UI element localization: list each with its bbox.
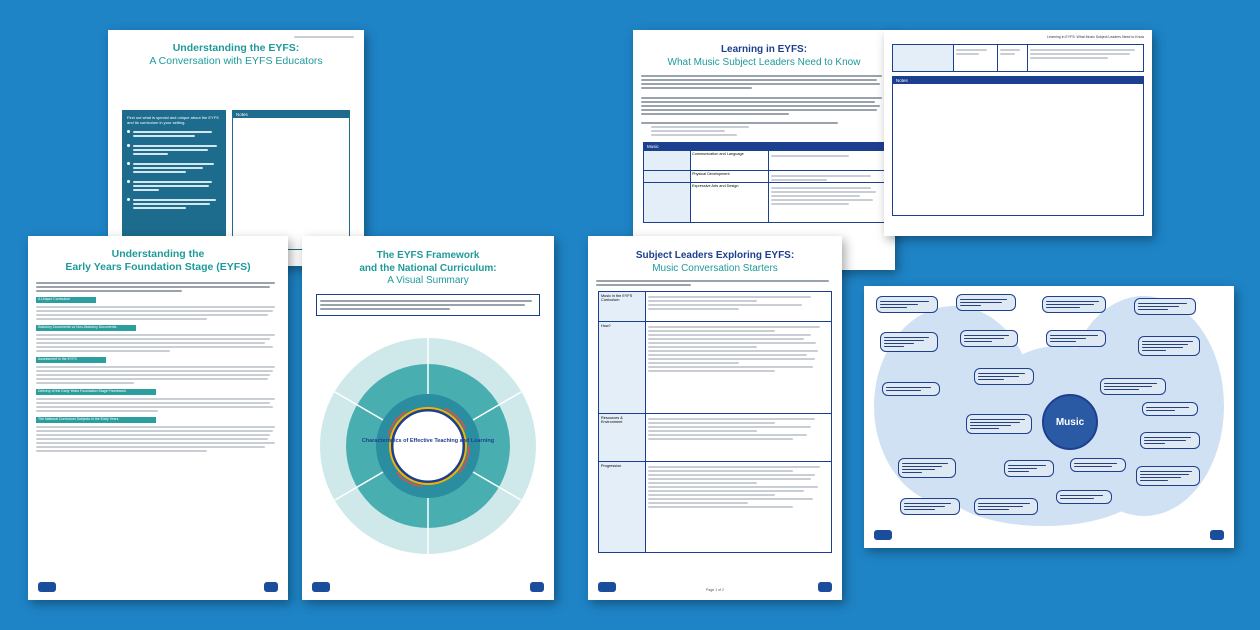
starters-document	[588, 236, 842, 600]
conversation-title	[108, 42, 364, 68]
starters-title-line1: Subject Leaders Exploring EYFS:	[635, 250, 795, 261]
mindmap-bubble	[1134, 298, 1196, 315]
mindmap-bubble	[1070, 458, 1126, 472]
mindmap-bubble	[1046, 330, 1106, 347]
conversation-document	[108, 30, 364, 266]
brand-logo-icon	[598, 582, 616, 592]
understanding-title	[28, 248, 288, 274]
mindmap-bubble	[1138, 336, 1200, 356]
mindmap-bubble	[900, 498, 960, 515]
learning-table-header: Music	[644, 143, 884, 150]
brand-logo-icon	[264, 582, 278, 592]
learning-title-line1: Learning in EYFS:	[720, 44, 808, 55]
conversation-title-line1: Understanding the EYFS:	[172, 42, 300, 54]
starters-table-row: Resources & Environment	[599, 414, 831, 462]
learning-title-line2: What Music Subject Leaders Need to Know	[667, 56, 861, 68]
starters-table-row: Music in the EYFS Curriculum	[599, 292, 831, 322]
learning-side-notes-label: Notes	[893, 77, 1143, 84]
understanding-body	[28, 282, 288, 452]
mindmap-centre: Music	[1042, 394, 1098, 450]
page-header	[294, 36, 354, 38]
learning-table	[643, 142, 885, 223]
mindmap-bubble	[1136, 466, 1200, 486]
section-heading-4: Delivery of the Early Years Foundation Stage Framework	[36, 389, 156, 395]
starters-title-line2: Music Conversation Starters	[652, 262, 778, 274]
understanding-document	[28, 236, 288, 600]
mindmap-bubble	[1100, 378, 1166, 395]
learning-table-row: Physical Development	[644, 170, 884, 182]
section-heading-3: Assessment in the EYFS	[36, 357, 106, 363]
mindmap-bubble	[960, 330, 1018, 347]
understanding-title-line1: Understanding the	[111, 248, 205, 260]
brand-logo-icon	[530, 582, 544, 592]
starters-table-row: Progression	[599, 462, 831, 552]
mindmap-bubble	[974, 498, 1038, 515]
learning-side-header: Learning in EYFS: What Music Subject Leaders Need to Know	[1047, 35, 1144, 39]
brand-logo-icon	[312, 582, 330, 592]
conversation-intro: Find out what is special and unique about the EYFS and its curriculum in your setting.	[127, 115, 219, 126]
framework-title	[302, 250, 554, 288]
wheel-centre	[392, 410, 464, 482]
learning-side-notes	[892, 76, 1144, 216]
wheel-centre-label: Characteristics of Effective Teaching and Learning	[361, 438, 495, 444]
mindmap-bubble	[876, 296, 938, 313]
framework-title-line2: and the National Curriculum:	[359, 262, 497, 274]
brand-logo-icon	[38, 582, 56, 592]
brand-logo-icon	[818, 582, 832, 592]
mindmap-bubble	[1142, 402, 1198, 416]
mindmap-bubble	[956, 294, 1016, 311]
mindmap-bubble	[880, 332, 938, 352]
mindmap-bubble	[974, 368, 1034, 385]
framework-wheel	[302, 332, 554, 582]
learning-title	[633, 44, 895, 69]
conversation-title-line2: A Conversation with EYFS Educators	[149, 55, 323, 68]
conversation-prompts-panel	[122, 110, 226, 250]
framework-title-line1: The EYFS Framework	[376, 250, 480, 261]
mindmap-bubble	[1140, 432, 1200, 449]
starters-page-number: Page 1 of 2	[706, 588, 724, 592]
understanding-title-line2: Early Years Foundation Stage (EYFS)	[65, 261, 251, 274]
learning-document	[633, 30, 895, 270]
mindmap-bubble	[882, 382, 940, 396]
conversation-notes-box	[232, 110, 350, 250]
learning-side-document	[884, 30, 1152, 236]
mindmap-bubble	[1004, 460, 1054, 477]
mindmap-bubble	[966, 414, 1032, 434]
starters-table-row: How?	[599, 322, 831, 414]
section-heading-1: A Unique Curriculum	[36, 297, 96, 303]
section-heading-5: The National Curriculum Subjects in the Early Years	[36, 417, 156, 423]
framework-document	[302, 236, 554, 600]
learning-body	[633, 75, 895, 136]
brand-logo-icon	[1210, 530, 1224, 540]
learning-table-row: Expressive Arts and Design	[644, 182, 884, 222]
mindmap-bubble	[898, 458, 956, 478]
framework-intro-box	[316, 294, 540, 316]
framework-title-line3: A Visual Summary	[387, 275, 469, 286]
conversation-notes-label: Notes	[233, 111, 349, 118]
learning-table-row: Communication and Language	[644, 150, 884, 170]
starters-table	[598, 291, 832, 553]
mindmap-bubble	[1056, 490, 1112, 504]
mindmap-document	[864, 286, 1234, 548]
learning-side-table	[892, 44, 1144, 72]
brand-logo-icon	[874, 530, 892, 540]
starters-title	[588, 250, 842, 275]
section-heading-2: Statutory Documents vs Non-Statutory Documents	[36, 325, 136, 331]
mindmap-bubble	[1042, 296, 1106, 313]
